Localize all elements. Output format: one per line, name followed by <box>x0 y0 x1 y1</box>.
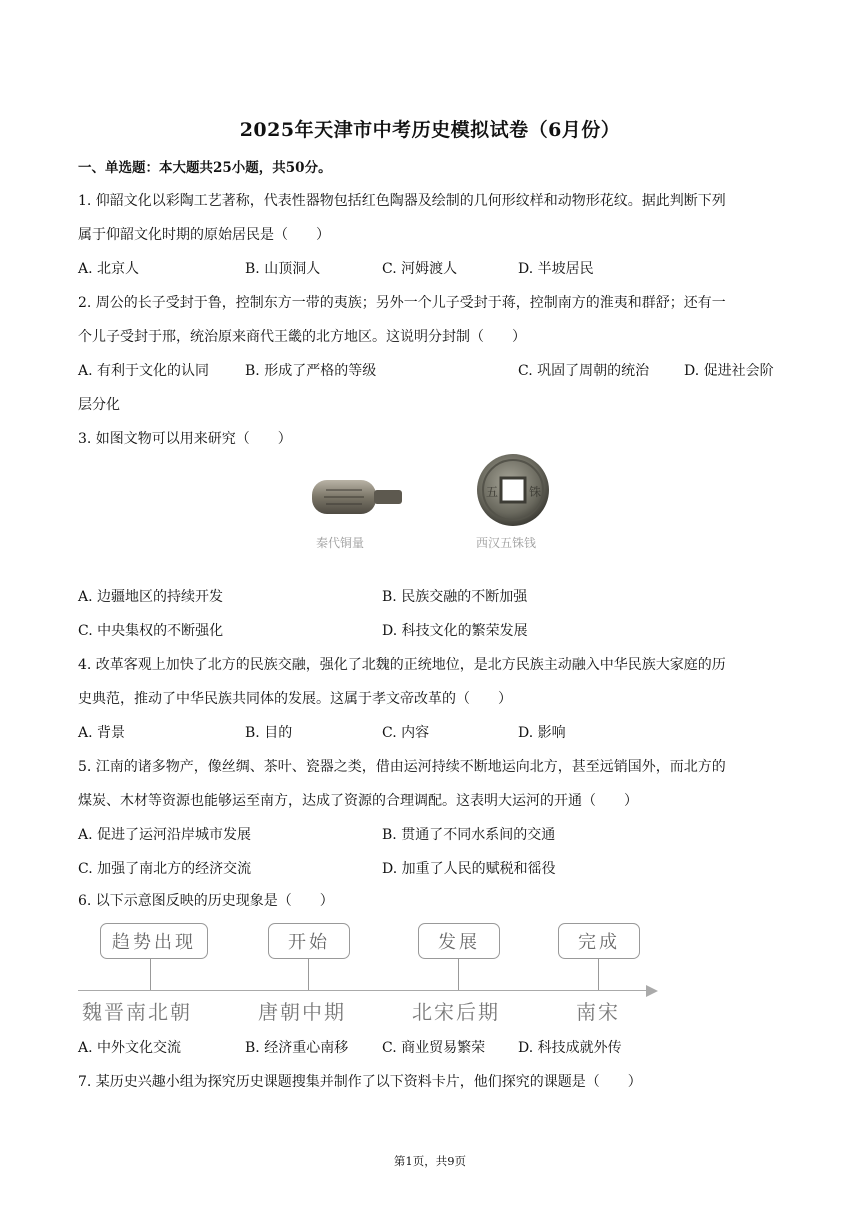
question-4-line-2: 史典范，推动了中华民族共同体的发展。这属于孝文帝改革的（ ） <box>78 691 512 707</box>
q2-option-d: D. 促进社会阶 <box>684 363 774 379</box>
question-2-line-2: 个儿子受封于邢，统治原来商代王畿的北方地区。这说明分封制（ ） <box>78 329 526 345</box>
q3-option-b: B. 民族交融的不断加强 <box>382 589 528 605</box>
q1-option-d: D. 半坡居民 <box>518 261 594 277</box>
timeline-arrow-icon <box>646 985 658 997</box>
question-3-line-1: 3. 如图文物可以用来研究（ ） <box>78 431 292 447</box>
q3-option-d: D. 科技文化的繁荣发展 <box>382 623 528 639</box>
timeline-stem <box>308 958 309 990</box>
q2-option-a: A. 有利于文化的认同 <box>78 363 210 379</box>
qin-bronze-measure <box>312 480 402 514</box>
q6-option-a: A. 中外文化交流 <box>78 1040 182 1056</box>
timeline-stem <box>150 958 151 990</box>
timeline-label-southern-song: 南宋 <box>576 1000 620 1024</box>
timeline-label-late-northern-song: 北宋后期 <box>412 1000 500 1024</box>
timeline-stem <box>458 958 459 990</box>
svg-text:铢: 铢 <box>529 485 542 499</box>
timeline-stem <box>598 958 599 990</box>
section-heading: 一、单选题：本大题共25小题，共50分。 <box>78 160 332 176</box>
question-1-line-1: 1. 仰韶文化以彩陶工艺著称，代表性器物包括红色陶器及绘制的几何形纹样和动物形花纹。据此判断下列 <box>78 193 726 209</box>
page-title: 2025年天津市中考历史模拟试卷（6月份） <box>239 119 621 141</box>
timeline-axis <box>78 990 648 991</box>
q3-option-c: C. 中央集权的不断强化 <box>78 623 224 639</box>
wuzhu-coin <box>477 454 549 526</box>
q6-option-b: B. 经济重心南移 <box>245 1040 349 1056</box>
q1-option-a: A. 北京人 <box>78 261 140 277</box>
q5-option-c: C. 加强了南北方的经济交流 <box>78 861 252 877</box>
question-4-line-1: 4. 改革客观上加快了北方的民族交融，强化了北魏的正统地位，是北方民族主动融入中华民族大家庭的历 <box>78 657 726 673</box>
q1-option-b: B. 山顶洞人 <box>245 261 321 277</box>
timeline-box-start: 开始 <box>268 923 350 959</box>
q5-option-b: B. 贯通了不同水系间的交通 <box>382 827 556 843</box>
artifact-illustration <box>300 452 560 532</box>
q2-option-b: B. 形成了严格的等级 <box>245 363 377 379</box>
question-5-line-1: 5. 江南的诸多物产，像丝绸、茶叶、瓷器之类，借由运河持续不断地运向北方，甚至远销国外，而北方的 <box>78 759 726 775</box>
timeline-box-develop: 发展 <box>418 923 500 959</box>
q4-option-c: C. 内容 <box>382 725 430 741</box>
page-footer: 第1页，共9页 <box>393 1154 467 1168</box>
q4-option-b: B. 目的 <box>245 725 293 741</box>
q5-option-d: D. 加重了人民的赋税和徭役 <box>382 861 556 877</box>
figure-label-wuzhu-coin: 西汉五铢钱 <box>476 536 537 550</box>
q3-option-a: A. 边疆地区的持续开发 <box>78 589 224 605</box>
artifact-figure <box>300 452 560 562</box>
svg-text:五: 五 <box>486 485 499 499</box>
timeline-box-trend: 趋势出现 <box>100 923 208 959</box>
timeline-label-wei-jin: 魏晋南北朝 <box>82 1000 192 1024</box>
q4-option-d: D. 影响 <box>518 725 566 741</box>
question-5-line-2: 煤炭、木材等资源也能够运至南方，达成了资源的合理调配。这表明大运河的开通（ ） <box>78 793 638 809</box>
q5-option-a: A. 促进了运河沿岸城市发展 <box>78 827 252 843</box>
q6-option-d: D. 科技成就外传 <box>518 1040 622 1056</box>
q2-option-c: C. 巩固了周朝的统治 <box>518 363 650 379</box>
q6-option-c: C. 商业贸易繁荣 <box>382 1040 486 1056</box>
figure-label-bronze-measure: 秦代铜量 <box>316 536 365 550</box>
q1-option-c: C. 河姆渡人 <box>382 261 458 277</box>
q4-option-a: A. 背景 <box>78 725 126 741</box>
question-2-line-1: 2. 周公的长子受封于鲁，控制东方一带的夷族；另外一个儿子受封于蒋，控制南方的淮夷和群舒；还有一 <box>78 295 726 311</box>
q2-option-d-wrap: 层分化 <box>78 397 120 413</box>
timeline-label-mid-tang: 唐朝中期 <box>258 1000 346 1024</box>
timeline-box-complete: 完成 <box>558 923 640 959</box>
question-6-line-1: 6. 以下示意图反映的历史现象是（ ） <box>78 893 334 909</box>
history-timeline-diagram <box>78 918 663 1028</box>
question-7-line-1: 7. 某历史兴趣小组为探究历史课题搜集并制作了以下资料卡片，他们探究的课题是（ ） <box>78 1074 642 1090</box>
question-1-line-2: 属于仰韶文化时期的原始居民是（ ） <box>78 227 330 243</box>
